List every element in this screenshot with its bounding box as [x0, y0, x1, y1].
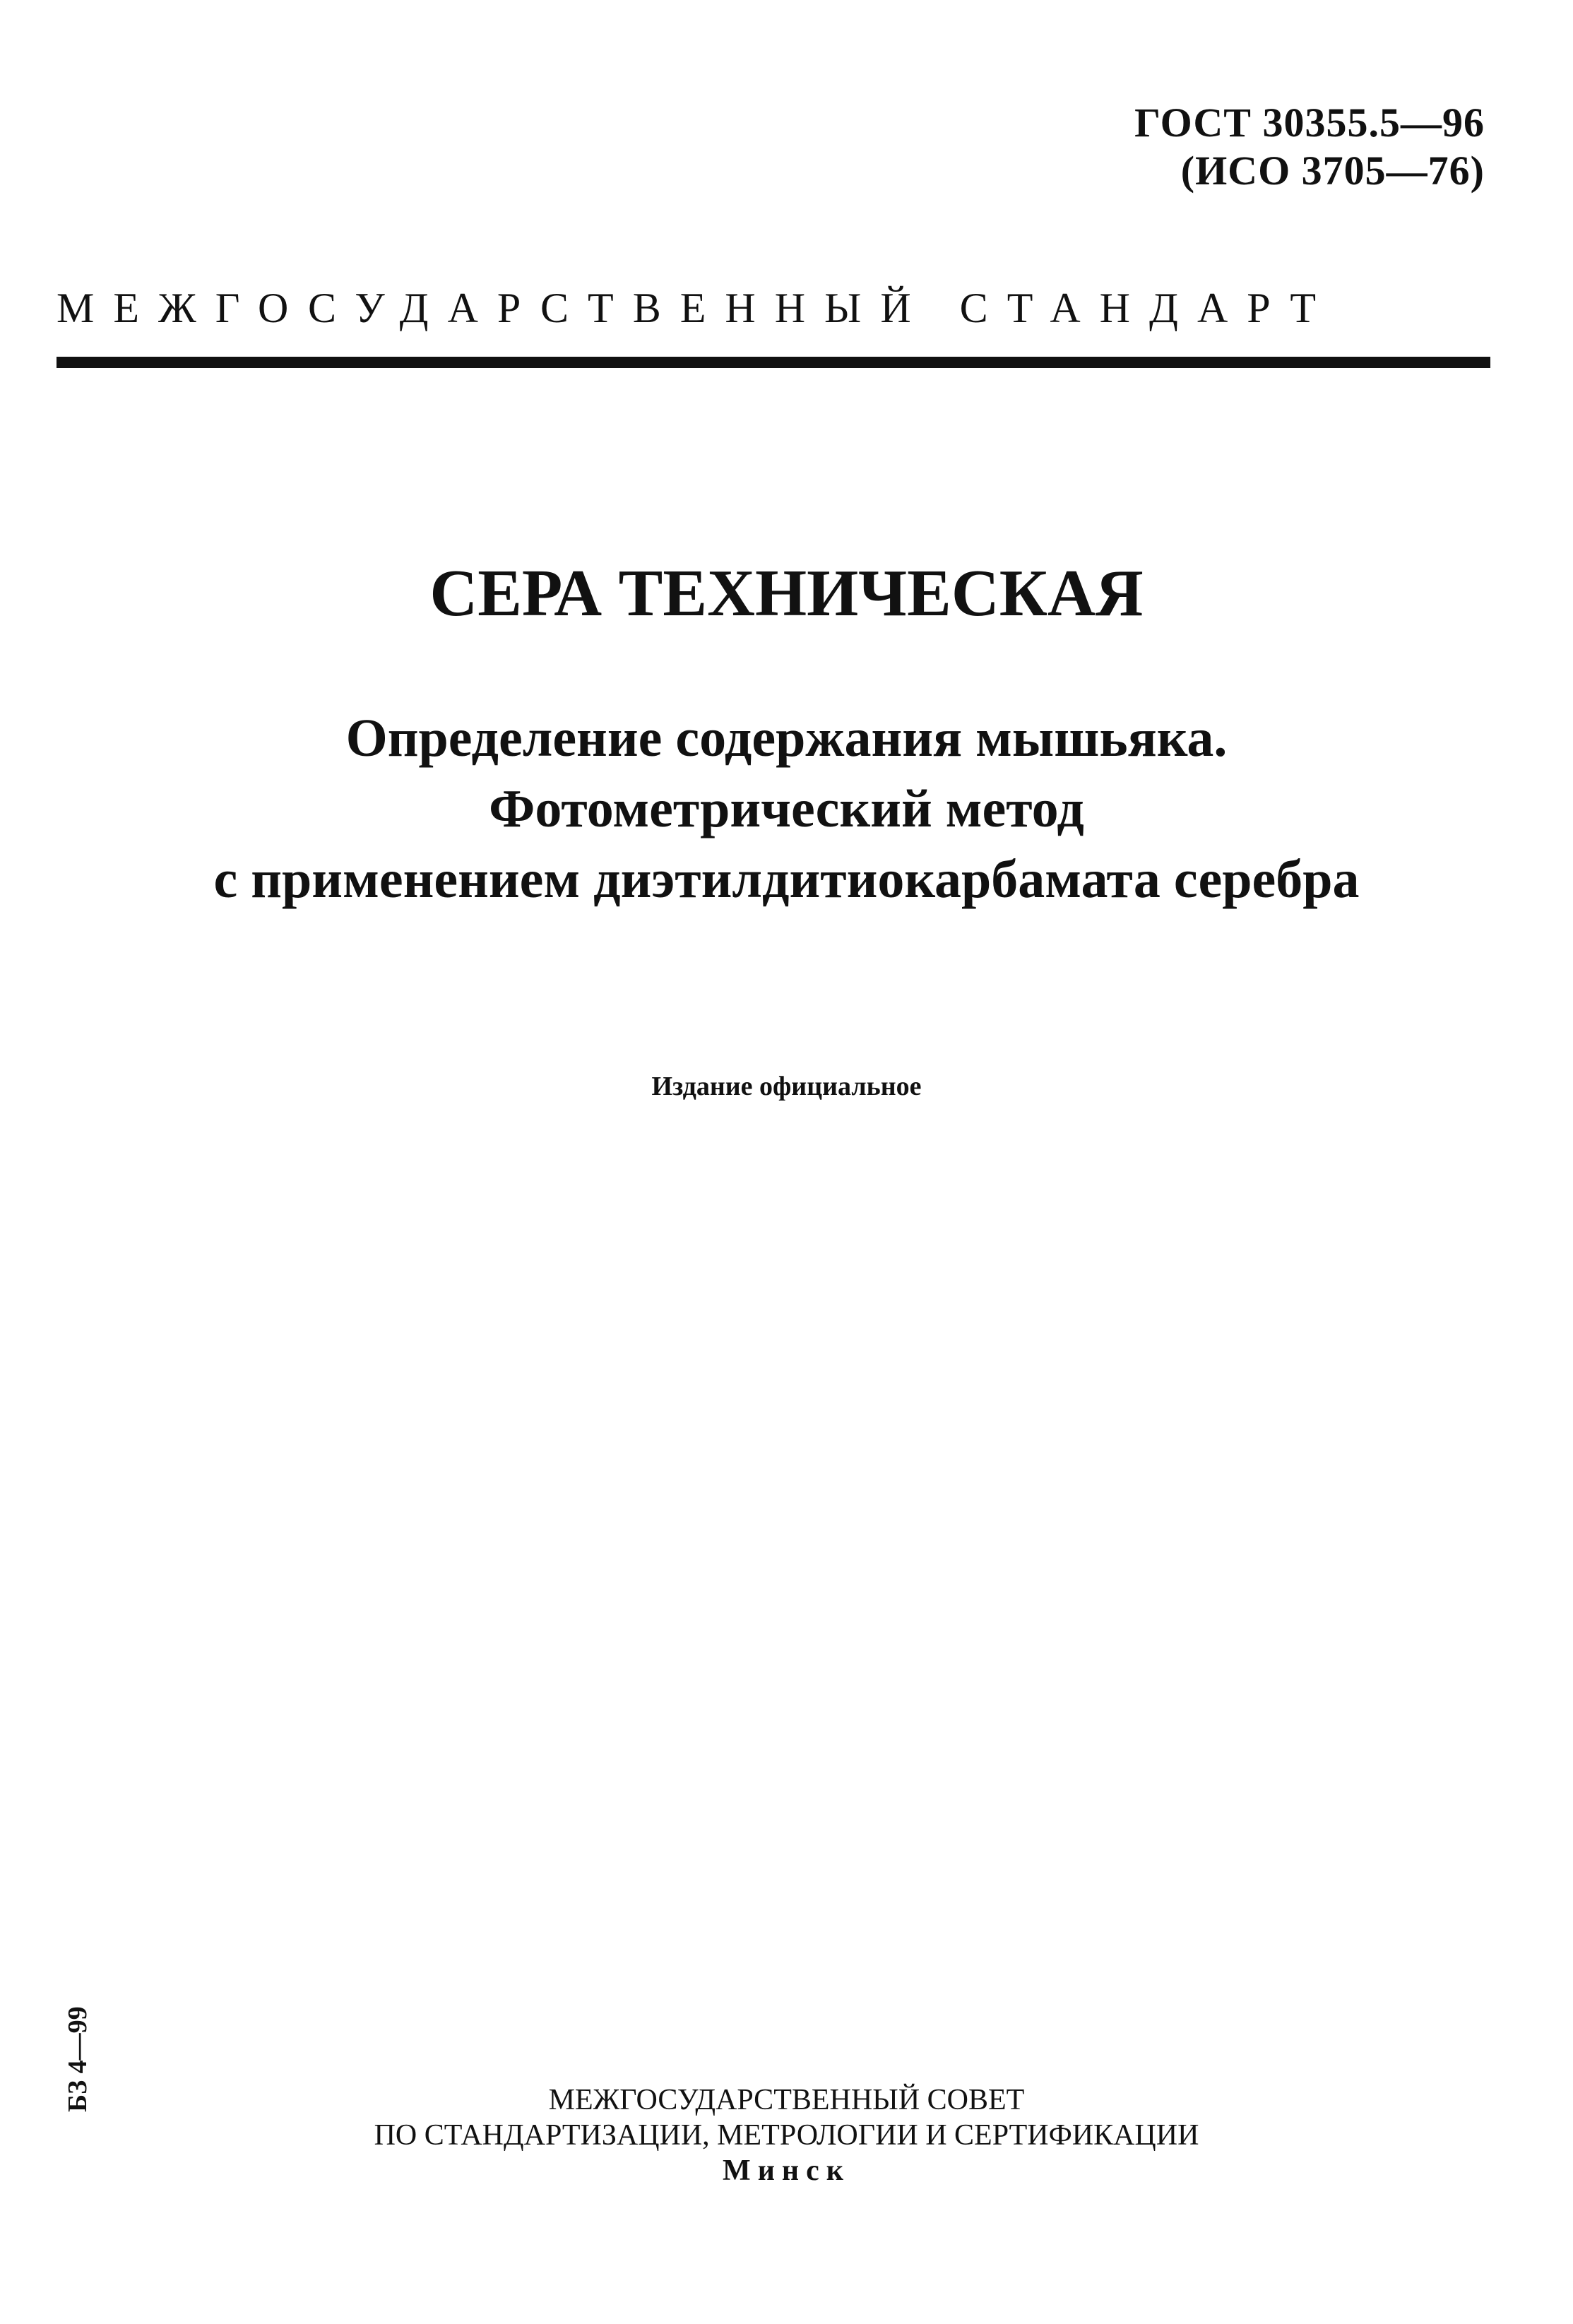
gost-number: ГОСТ 30355.5—96 — [1134, 100, 1485, 146]
header-divider — [57, 357, 1490, 368]
publisher-line-2: ПО СТАНДАРТИЗАЦИИ, МЕТРОЛОГИИ И СЕРТИФИКАЦИИ — [374, 2119, 1199, 2152]
publisher-line-1: МЕЖГОСУДАРСТВЕННЫЙ СОВЕТ — [548, 2084, 1025, 2116]
publisher-block — [0, 2082, 1573, 2188]
standard-type-label: МЕЖГОСУДАРСТВЕННЫЙ СТАНДАРТ — [57, 285, 1336, 331]
subtitle-line-3: с применением диэтилдитиокарбамата серебра — [213, 850, 1360, 909]
publisher-city: Минск — [723, 2154, 850, 2187]
document-title: СЕРА ТЕХНИЧЕСКАЯ — [429, 557, 1144, 630]
subtitle-line-2: Фотометрический метод — [489, 779, 1084, 838]
subtitle-line-1: Определение содержания мышьяка. — [345, 709, 1228, 768]
document-codes — [1134, 99, 1485, 195]
edition-label: Издание официальное — [651, 1072, 922, 1101]
document-subtitle — [0, 703, 1573, 915]
iso-number: (ИСО 3705—76) — [1180, 148, 1485, 194]
side-catalog-code: БЗ 4—99 — [63, 2006, 93, 2112]
